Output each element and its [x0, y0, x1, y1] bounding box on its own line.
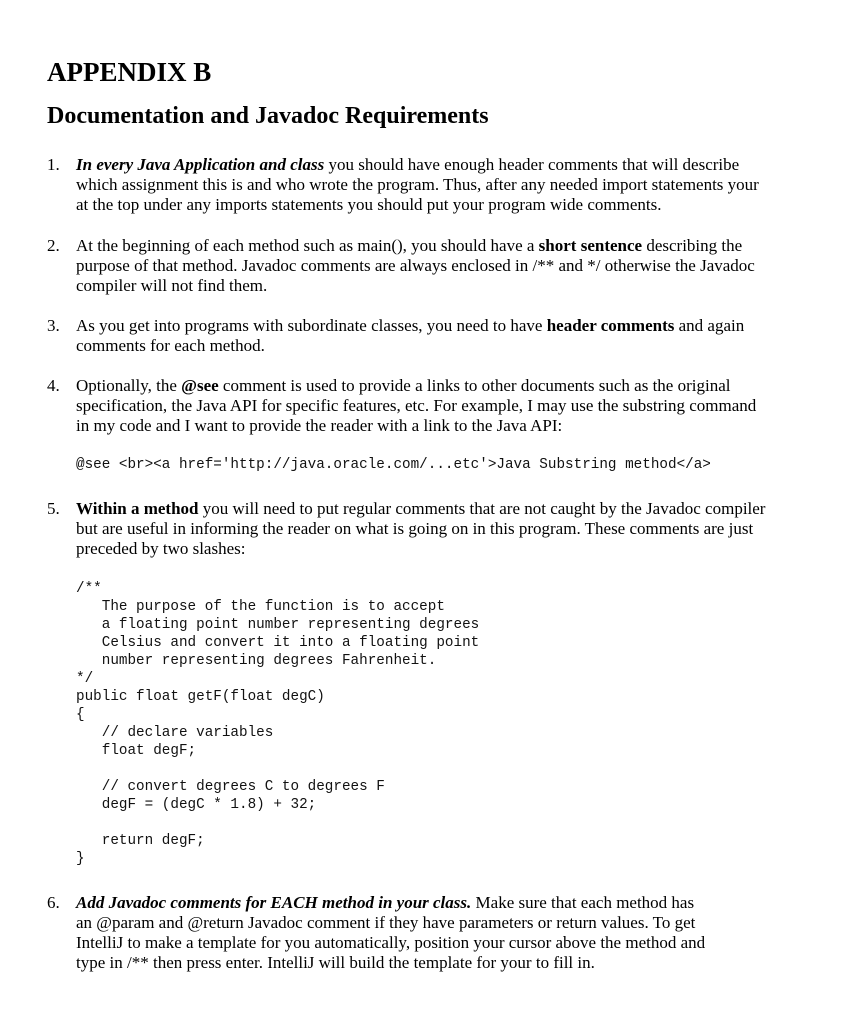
list-number: 6.: [47, 893, 60, 912]
text-run: and again: [674, 316, 745, 335]
code-line: */: [76, 671, 94, 687]
code-line: // declare variables: [76, 725, 274, 741]
text-line: [76, 276, 797, 296]
code-line: [76, 760, 479, 778]
emphasis-text: In every Java Application and class: [76, 155, 325, 174]
text-run: you will need to put regular comments that are not caught by the Javadoc compiler: [198, 499, 766, 518]
text-line: [76, 155, 797, 175]
text-line: [76, 893, 797, 913]
text-line: [76, 376, 797, 396]
list-number: 1.: [47, 155, 60, 174]
text-run: Optionally, the: [76, 376, 182, 395]
text-run: which assignment this is and who wrote the program. Thus, after any needed import statements your: [76, 175, 759, 194]
text-line: [76, 519, 797, 539]
code-line: Celsius and convert it into a floating point: [76, 635, 480, 651]
list-item-5: [47, 499, 797, 559]
text-run: Make sure that each method has: [471, 893, 695, 912]
list-item-text: [76, 376, 797, 436]
text-line: [76, 175, 797, 195]
list-item-4: [47, 376, 797, 436]
list-item-text: [76, 893, 797, 973]
list-item-text: [76, 236, 797, 296]
section-title: Documentation and Javadoc Requirements: [47, 103, 489, 129]
text-line: [76, 499, 797, 519]
text-run: an @param and @return Javadoc comment if they have parameters or return values. To get: [76, 913, 696, 932]
code-line: public float getF(float degC): [76, 689, 325, 705]
text-run: describing the: [642, 236, 743, 255]
text-line: [76, 195, 797, 215]
emphasis-text: header comments: [546, 316, 675, 335]
text-run: in my code and I want to provide the reader with a link to the Java API:: [76, 416, 563, 435]
text-line: [76, 336, 797, 356]
list-item-2: [47, 236, 797, 296]
text-run: comments for each method.: [76, 336, 265, 355]
list-number: 3.: [47, 316, 60, 335]
text-line: [76, 953, 797, 973]
text-line: [76, 236, 797, 256]
text-run: specification, the Java API for specific features, etc. For example, I may use the substring command: [76, 396, 757, 415]
text-line: [76, 539, 797, 559]
see-tag-example: @see <br><a href='http://java.oracle.com/...etc'>Java Substring method</a>: [76, 457, 711, 473]
code-line: number representing degrees Fahrenheit.: [76, 653, 437, 669]
code-line: [76, 814, 479, 832]
emphasis-text: Within a method: [76, 499, 199, 518]
code-line: // convert degrees C to degrees F: [76, 779, 385, 795]
emphasis-text: short sentence: [538, 236, 643, 255]
code-line: degF = (degC * 1.8) + 32;: [76, 797, 317, 813]
code-line: a floating point number representing degrees: [76, 617, 480, 633]
code-example: [76, 580, 479, 868]
list-number: 5.: [47, 499, 60, 518]
text-run: preceded by two slashes:: [76, 539, 246, 558]
emphasis-text: Add Javadoc comments for EACH method in your class.: [76, 893, 472, 912]
text-run: comment is used to provide a links to other documents such as the original: [218, 376, 731, 395]
text-line: [76, 316, 797, 336]
text-run: but are useful in informing the reader on what is going on in this program. These comments are just: [76, 519, 754, 538]
code-line: }: [76, 851, 85, 867]
list-item-3: [47, 316, 797, 356]
text-run: type in /** then press enter. IntelliJ will build the template for your to fill in.: [76, 953, 595, 972]
emphasis-text: @see: [181, 376, 219, 395]
code-line: /**: [76, 581, 102, 597]
text-run: at the top under any imports statements you should put your program wide comments.: [76, 195, 662, 214]
list-number: 4.: [47, 376, 60, 395]
text-run: As you get into programs with subordinate classes, you need to have: [76, 316, 547, 335]
text-line: [76, 933, 797, 953]
text-run: IntelliJ to make a template for you automatically, position your cursor above the method and: [76, 933, 706, 952]
list-item-text: [76, 316, 797, 356]
list-item-6: [47, 893, 797, 973]
list-item-1: [47, 155, 797, 215]
code-line: {: [76, 707, 85, 723]
text-line: [76, 416, 797, 436]
text-run: purpose of that method. Javadoc comments are always enclosed in /** and */ otherwise the Javadoc: [76, 256, 755, 275]
text-line: [76, 396, 797, 416]
list-number: 2.: [47, 236, 60, 255]
appendix-title: APPENDIX B: [47, 57, 212, 87]
text-line: [76, 913, 797, 933]
text-run: you should have enough header comments that will describe: [324, 155, 740, 174]
text-run: At the beginning of each method such as main(), you should have a: [76, 236, 539, 255]
list-item-text: [76, 499, 797, 559]
text-line: [76, 256, 797, 276]
text-run: compiler will not find them.: [76, 276, 268, 295]
code-line: The purpose of the function is to accept: [76, 599, 445, 615]
code-line: float degF;: [76, 743, 197, 759]
list-item-text: [76, 155, 797, 215]
code-line: return degF;: [76, 833, 205, 849]
